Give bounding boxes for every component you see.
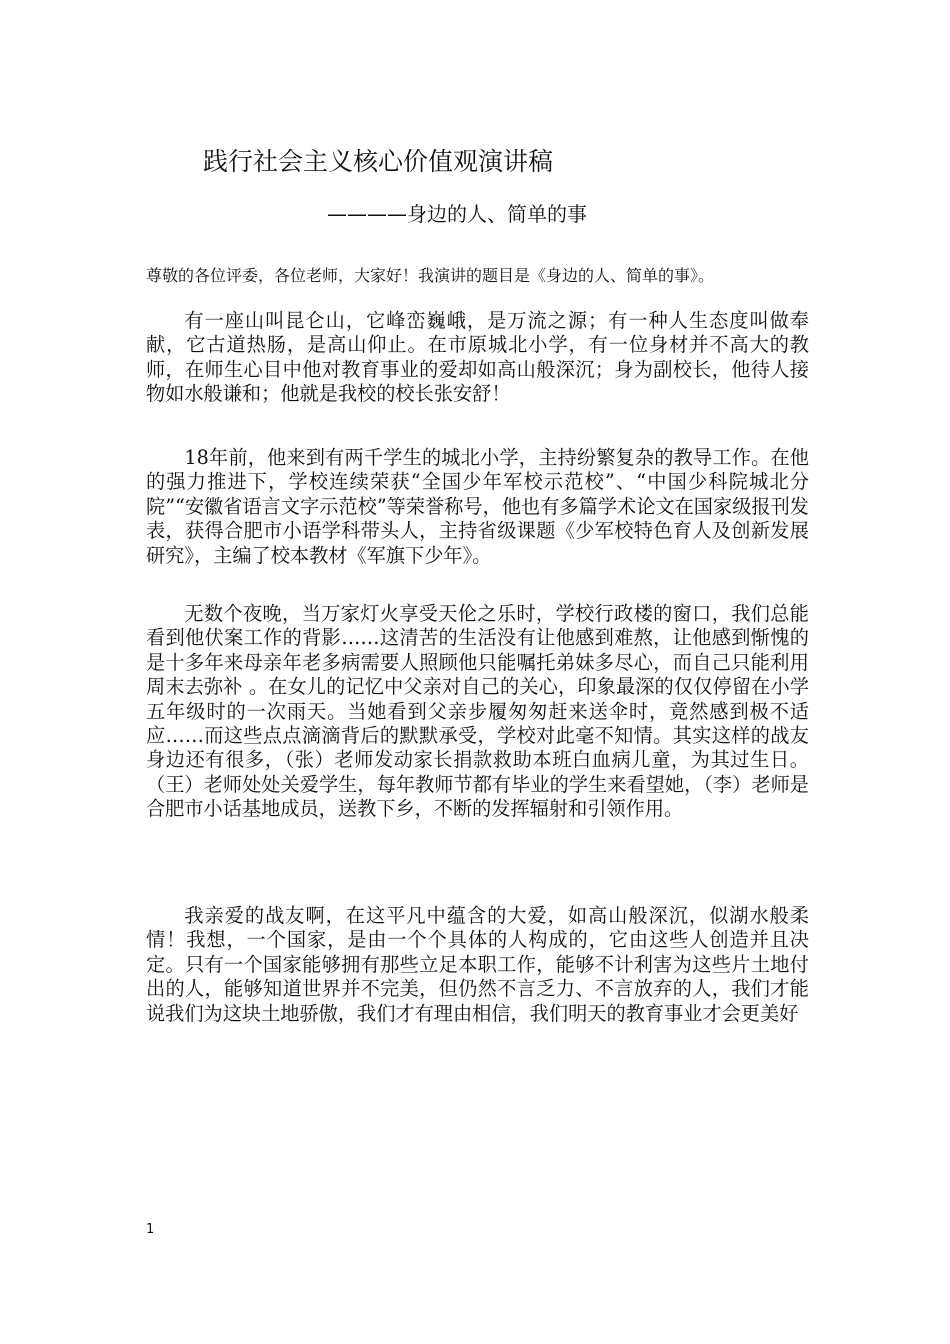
paragraph-1: 有一座山叫昆仑山，它峰峦巍峨，是万流之源；有一种人生态度叫做奉献，它古道热肠，是高山仰止。在市原城北小学，有一位身材并不高大的教师，在师生心目中他对教育事业的爱却如高山般深沉；身为副校长，他待人接物如水般谦和；他就是我校的校长张安舒！ bbox=[146, 309, 809, 406]
paragraph-3: 无数个夜晚，当万家灯火享受天伦之乐时，学校行政楼的窗口，我们总能看到他伏案工作的背影……这清苦的生活没有让他感到难熬，让他感到惭愧的是十多年来母亲年老多病需要人照顾他只能嘱托弟妹多尽心，而自己只能利用周末去弥补 。在女儿的记忆中父亲对自己的关心，印象最深的仅仅停留在小学五年级时的一次雨天。当她看到父亲步履匆匆赶来送伞时，竟然感到极不适应……而这些点点滴滴背后的默默承受，学校对此毫不知情。其实这样的战友身边还有很多，（张）老师发动家长捐款救助本班白血病儿童，为其过生日。（王）老师处处关爱学生，每年教师节都有毕业的学生来看望她，（李）老师是合肥市小话基地成员，送教下乡，不断的发挥辐射和引领作用。 bbox=[146, 602, 809, 821]
document-title: 践行社会主义核心价值观演讲稿 bbox=[203, 147, 554, 176]
page-number: 1 bbox=[146, 1222, 155, 1237]
document-subtitle: ————身边的人、简单的事 bbox=[327, 202, 587, 226]
paragraph-2: 18年前，他来到有两千学生的城北小学，主持纷繁复杂的教导工作。在他的强力推进下，学校连续荣获“全国少年军校示范校”、“中国少科院城北分院”“安徽省语言文字示范校”等荣誉称号，他也有多篇学术论文在国家级报刊发表，获得合肥市小语学科带头人，主持省级课题《少军校特色育人及创新发展研究》，主编了校本教材《军旗下少年》。 bbox=[146, 446, 809, 567]
paragraph-4: 我亲爱的战友啊，在这平凡中蕴含的大爱，如高山般深沉，似湖水般柔情！我想，一个国家，是由一个个具体的人构成的，它由这些人创造并且决定。只有一个国家能够拥有那些立足本职工作，能够不计利害为这些片土地付出的人，能够知道世界并不完美，但仍然不言乏力、不言放弃的人，我们才能说我们为这块土地骄傲，我们才有理由相信，我们明天的教育事业才会更美好 bbox=[146, 904, 809, 1025]
greeting-line: 尊敬的各位评委，各位老师，大家好！我演讲的题目是《身边的人、简单的事》。 bbox=[146, 266, 715, 285]
